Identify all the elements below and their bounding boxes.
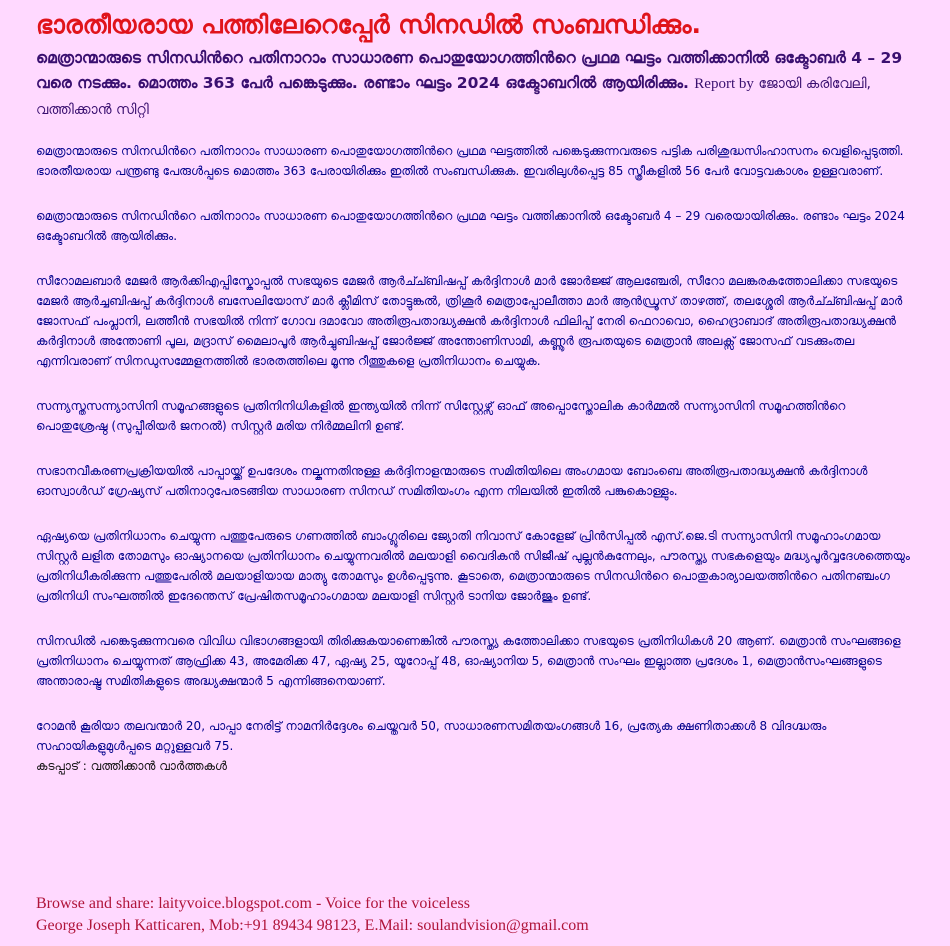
footer-browse-line: Browse and share: laityvoice.blogspot.com - Voice for the voiceless — [36, 895, 470, 912]
article — [36, 8, 916, 776]
paragraph-6: ഏഷ്യയെ പ്രതിനിധാനം ചെയ്യുന്ന പത്തുപേരുടെ ഗണത്തിൽ ബാംഗ്ലൂരിലെ ജ്യോതി നിവാസ് കോളേജ് പ്രിൻസിപ്പൽ എസ്.ജെ.ടി സന്ന്യാസിനി സമൂഹാംഗമായ സിസ്റ്റർ ലളിത തോമസും ഓഷ്യാനയെ പ്രതിനിധാനം ചെയ്യുന്നവരിൽ മലയാളി വൈദികൻ സിജീഷ് പുല്ലൻകുന്നേലും, പൗരസ്ത്യ സഭകളെയും മദ്ധ്യപൂർവ്വദേശത്തെയും പ്രതിനിധീകരിക്കുന്ന പത്തുപേരിൽ മലയാളിയായ മാത്യു തോമസും ഉൾപ്പെടുന്നു. കൂടാതെ, മെത്രാന്മാരുടെ സിനഡിൻറെ പൊതുകാര്യാലയത്തിൻറെ പതിനഞ്ചംഗ പ്രതിനിധി സംഘത്തിൽ ഇദേന്തെസ് പ്രേഷിതസമൂഹാംഗമായ മലയാളി സിസ്റ്റർ ടാനിയ ജോർജും ഉണ്ട്. — [36, 529, 910, 603]
article-title: ഭാരതീയരായ പത്തിലേറെപ്പേർ സിനഡിൽ സംബന്ധിക്കും. — [36, 10, 701, 39]
source-credit: കടപ്പാട് : വത്തിക്കാൻ വാർത്തകൾ — [36, 759, 227, 773]
report-label: Report by — [694, 76, 754, 92]
paragraph-8: റോമൻ കൂരിയാ തലവന്മാർ 20, പാപ്പാ നേരിട്ട് നാമനിർദ്ദേശം ചെയ്തവർ 50, സാധാരണസമിതയംഗങ്ങൾ 16, പ്രത്യേക ക്ഷണിതാക്കൾ 8 വിദഗ്ദ്ധരും സഹായികളുമുൾപ്പടെ മറ്റുള്ളവർ 75. — [36, 719, 827, 753]
paragraph-5: സഭാനവീകരണപ്രക്രിയയിൽ പാപ്പായ്ക്ക് ഉപദേശം നല്കുന്നതിനുള്ള കർദ്ദിനാളന്മാരുടെ സമിതിയിലെ അംഗമായ ബോംബെ അതിരൂപതാദ്ധ്യക്ഷൻ കർദ്ദിനാൾ ഓസ്വാൾഡ് ഗ്രേഷ്യസ് പതിനാറുപേരടങ്ങിയ സാധാരണ സിനഡ് സമിതിയംഗം എന്ന നിലയിൽ ഇതിൽ പങ്കുകൊള്ളും. — [36, 464, 868, 498]
paragraph-1: മെത്രാന്മാരുടെ സിനഡിൻറെ പതിനാറാം സാധാരണ പൊതുയോഗത്തിൻറെ പ്രഥമ ഘട്ടത്തിൽ പങ്കെടുക്കുന്നവരുടെ പട്ടിക പരിശുദ്ധസിംഹാസനം വെളിപ്പെടുത്തി. ഭാരതീയരായ പന്ത്രണ്ടു പേരുൾപ്പടെ മൊത്തം 363 പേരായിരിക്കും ഇതിൽ സംബന്ധിക്കുക. ഇവരിലുൾപ്പെട്ട 85 സ്ത്രീകളിൽ 56 പേർ വോട്ടവകാശം ഉള്ളവരാണ്. — [36, 144, 904, 178]
paragraph-3: സീറോമലബാർ മേജർ ആർക്കിഎപ്പിസ്കോപ്പൽ സഭയുടെ മേജർ ആർച്ച്ബിഷപ്പ് കർദ്ദിനാൾ മാർ ജോർജ്ജ് ആലഞ്ചേരി, സീറോ മലങ്കരകത്തോലിക്കാ സഭയുടെ മേജർ ആർച്ചബിഷപ്പ് കർദ്ദിനാൾ ബസേലിയോസ് മാർ ക്ലീമിസ് തോട്ടുങ്കൽ, ത്രിശൂർ മെത്രാപ്പോലീത്താ മാർ ആൻഡ്രൂസ് താഴത്ത്, തലശ്ശേരി ആർച്ച്ബിഷപ്പ് മാർ ജോസഫ് പംപ്ലാനി, ലത്തീൻ സഭയിൽ നിന്ന് ഗോവ ദമാവോ അതിരൂപതാദ്ധ്യക്ഷൻ കർദ്ദിനാൾ ഫിലിപ്പ് നേരി ഫെറാവൊ, ഹൈദ്രാബാദ് അതിരൂപതാദ്ധ്യക്ഷൻ കർദ്ദിനാൾ അന്തോണി പൂല, മദ്രാസ് മൈലാപൂർ ആർച്ചുബിഷപ്പ് ജോർജ്ജ് അന്തോണിസാമി, കണ്ണൂർ രൂപതയുടെ മെത്രാൻ അലക്സ് ജോസഫ് വടക്കുംതല എന്നിവരാണ് സിനഡുസമ്മേളനത്തിൽ ഭാരതത്തിലെ മൂന്നു റീത്തുകളെ പ്രതിനിധാനം ചെയ്യുക. — [36, 274, 903, 368]
paragraph-2: മെത്രാന്മാരുടെ സിനഡിൻറെ പതിനാറാം സാധാരണ പൊതുയോഗത്തിൻറെ പ്രഥമ ഘട്ടം വത്തിക്കാനിൽ ഒക്ടോബർ 4 – 29 വരെയായിരിക്കും. രണ്ടാം ഘട്ടം 2024 ഒക്ടോബറിൽ ആയിരിക്കും. — [36, 209, 905, 243]
footer-contact-line: George Joseph Katticaren, Mob:+91 89434 98123, E.Mail: soulandvision@gmail.com — [36, 917, 589, 934]
report-author: ജോയി കരിവേലി, വത്തിക്കാൻ സിറ്റി — [36, 76, 872, 118]
subtitle-text: മെത്രാന്മാരുടെ സിനഡിൻറെ പതിനാറാം സാധാരണ പൊതുയോഗത്തിൻറെ പ്രഥമ ഘട്ടം വത്തിക്കാനിൽ ഒക്ടോബർ 4 – 29 വരെ നടക്കും. മൊത്തം 363 പേർ പങ്കെടുക്കും. രണ്ടാം ഘട്ടം 2024 ഒക്ടോബറിൽ ആയിരിക്കും. — [36, 49, 903, 92]
article-subtitle — [36, 46, 916, 123]
paragraph-7: സിനഡിൽ പങ്കെടുക്കുന്നവരെ വിവിധ വിഭാഗങ്ങളായി തിരിക്കുകയാണെങ്കിൽ പൗരസ്ത്യ കത്തോലിക്കാ സഭയുടെ പ്രതിനിധികൾ 20 ആണ്. മെത്രാൻ സംഘങ്ങളെ പ്രതിനിധാനം ചെയ്യുന്നത് ആഫ്രിക്ക 43, അമേരിക്ക 47, ഏഷ്യ 25, യൂറോപ്പ് 48, ഓഷ്യാനിയ 5, മെത്രാൻ സംഘം ഇല്ലാത്ത പ്രദേശം 1, മെത്രാൻസംഘങ്ങളുടെ അന്താരാഷ്ട്ര സമിതികളുടെ അദ്ധ്യക്ഷന്മാർ 5 എന്നിങ്ങനെയാണ്. — [36, 634, 901, 688]
footer — [36, 893, 589, 937]
paragraph-4: സന്ന്യസ്തസന്ന്യാസിനി സമൂഹങ്ങളുടെ പ്രതിനിനിധികളിൽ ഇന്ത്യയിൽ നിന്ന് സിസ്റ്റേഴ്സ് ഓഫ് അപ്പൊസ്തോലിക കാർമ്മൽ സന്ന്യാസിനി സമൂഹത്തിൻറെ പൊതുശ്രേഷ്ഠ (സുപ്പീരിയർ ജനറൽ) സിസ്റ്റർ മരിയ നിർമ്മലിനി ഉണ്ട്. — [36, 399, 846, 433]
